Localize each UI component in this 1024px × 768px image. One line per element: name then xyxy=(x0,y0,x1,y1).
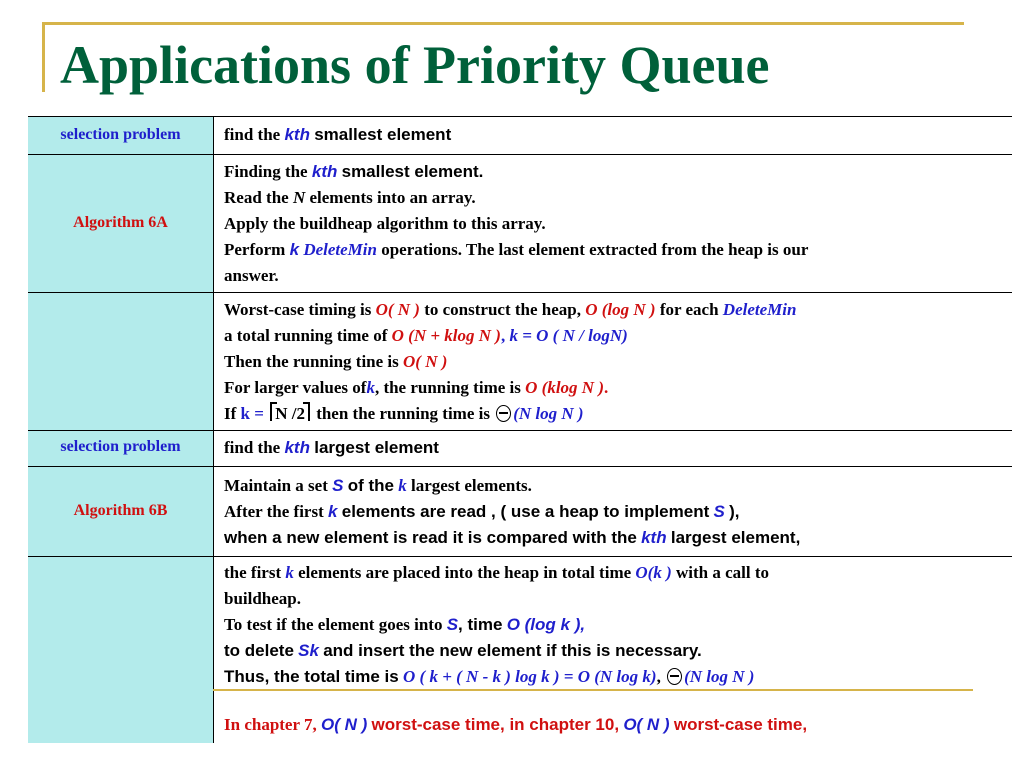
text: O (klog N ) xyxy=(525,378,604,397)
row-3-text xyxy=(224,297,1004,427)
text: After the first xyxy=(224,502,324,521)
text: smallest element xyxy=(314,125,452,144)
row-label-algorithm-6b: Algorithm 6B xyxy=(73,502,168,519)
text: O( N ) xyxy=(623,715,670,734)
text: of the xyxy=(347,476,395,495)
row-rule xyxy=(28,430,1012,431)
text: O( N ) xyxy=(403,352,448,371)
text: k xyxy=(398,476,407,495)
theta-symbol xyxy=(496,405,511,422)
text: O (log N ) xyxy=(585,300,656,319)
text: Worst-case timing is xyxy=(224,300,372,319)
text: Perform xyxy=(224,240,286,259)
content-table xyxy=(28,116,1012,743)
text: worst-case time, xyxy=(673,715,808,734)
text: smallest element. xyxy=(341,162,484,181)
text: k xyxy=(285,563,294,582)
text: If xyxy=(224,404,237,423)
row-label-selection-problem: selection problem xyxy=(60,438,181,455)
text: the first xyxy=(224,563,282,582)
text: buildheap. xyxy=(224,589,302,608)
theta-symbol xyxy=(667,668,682,685)
text: Finding the xyxy=(224,162,308,181)
text: , the running time is xyxy=(374,378,521,397)
text: k xyxy=(289,240,300,259)
text: For larger values of xyxy=(224,378,367,397)
text: elements are placed into the heap in total time xyxy=(298,563,632,582)
text: Read the xyxy=(224,188,289,207)
text: when a new element is read it is compared with the xyxy=(224,528,637,547)
text: O (N + klog N ) xyxy=(391,326,501,345)
text: , xyxy=(656,667,661,686)
ceiling-bracket xyxy=(270,401,310,427)
text: a total running time of xyxy=(224,326,388,345)
text: O (log k ), xyxy=(506,615,586,634)
text: for each xyxy=(659,300,719,319)
text: largest element, xyxy=(670,528,801,547)
text: S xyxy=(713,502,725,521)
text: kth xyxy=(284,125,310,144)
text: to construct the heap, xyxy=(424,300,581,319)
text: k = xyxy=(240,404,264,423)
row-4-text xyxy=(224,435,1004,461)
text: elements into an array. xyxy=(309,188,476,207)
text: answer. xyxy=(224,266,279,285)
text: O ( k + ( N - k ) log k ) = O (N log k) xyxy=(403,667,657,686)
text: Then the running tine is xyxy=(224,352,399,371)
text: O( N ) xyxy=(375,300,420,319)
row-6-text xyxy=(224,560,1004,738)
text: to delete xyxy=(224,641,294,660)
frame-left-rule xyxy=(42,22,45,92)
text: Maintain a set xyxy=(224,476,328,495)
text: k xyxy=(328,502,338,521)
text: largest element xyxy=(314,438,439,457)
row-label-selection-problem: selection problem xyxy=(60,126,181,143)
text: kth xyxy=(284,438,310,457)
text: k = O ( N / logN) xyxy=(509,326,628,345)
text: S xyxy=(332,476,344,495)
row-2-text xyxy=(224,159,1004,289)
text: O( N ) xyxy=(320,715,368,734)
text: DeleteMin xyxy=(303,240,377,259)
text: , time xyxy=(458,615,503,634)
text: O(k ) xyxy=(635,563,672,582)
text: To test if the element goes into xyxy=(224,615,443,634)
text: Apply the buildheap algorithm to this array. xyxy=(224,214,546,233)
text: kth xyxy=(311,162,338,181)
text: N xyxy=(292,188,306,207)
text: N /2 xyxy=(275,404,305,423)
text: elements are read , ( use a heap to implement xyxy=(341,502,710,521)
text: operations. The last element extracted from the heap is our xyxy=(381,240,809,259)
row-rule xyxy=(28,116,1012,117)
text: (N log N ) xyxy=(684,667,755,686)
frame-top-rule xyxy=(42,22,964,25)
text: then the running time is xyxy=(316,404,490,423)
text: largest elements. xyxy=(411,476,532,495)
text: find the xyxy=(224,125,281,144)
text: Sk xyxy=(298,641,319,660)
row-rule xyxy=(28,556,1012,557)
text: Thus, the total time is xyxy=(224,667,399,686)
text: In chapter 7, xyxy=(224,715,317,734)
text: kth xyxy=(641,528,667,547)
row-label-algorithm-6a: Algorithm 6A xyxy=(73,214,168,231)
row-rule xyxy=(28,292,1012,293)
text: , xyxy=(500,326,506,345)
text: k xyxy=(366,378,375,397)
text: worst-case time, in chapter 10, xyxy=(371,715,620,734)
text: and insert the new element if this is necessary. xyxy=(323,641,702,660)
text: ), xyxy=(729,502,740,521)
text: DeleteMin xyxy=(722,300,797,319)
text: . xyxy=(603,378,609,397)
row-rule xyxy=(28,154,1012,155)
row-1-text xyxy=(224,122,1004,148)
slide-title: Applications of Priority Queue xyxy=(60,35,770,95)
row-5-text xyxy=(224,473,1004,551)
text: find the xyxy=(224,438,281,457)
text: with a call to xyxy=(676,563,770,582)
row-rule xyxy=(28,466,1012,467)
text: (N log N ) xyxy=(513,404,584,423)
text: S xyxy=(446,615,459,634)
